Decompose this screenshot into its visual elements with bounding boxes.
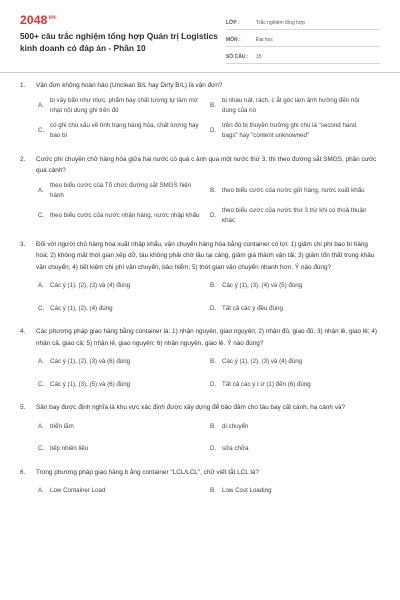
answer-option[interactable]: [38, 181, 210, 202]
question-number: 4.: [20, 328, 26, 335]
option-letter: C.: [38, 211, 45, 219]
meta-value: 15: [256, 54, 262, 60]
meta-label: SỐ CÂU :: [226, 54, 249, 60]
option-text: Các ý (1), (3), (4) và (5) đúng: [222, 282, 303, 289]
answer-option[interactable]: [210, 304, 382, 315]
answer-option[interactable]: [38, 357, 210, 368]
option-letter: C.: [38, 445, 45, 452]
page-header: [0, 0, 400, 70]
option-letter: B.: [210, 358, 216, 365]
option-letter: C.: [38, 304, 45, 312]
answer-option[interactable]: [210, 357, 382, 368]
option-text: sửa chữa: [222, 445, 249, 452]
answer-option[interactable]: [210, 96, 382, 117]
meta-row-class: [226, 13, 380, 30]
option-text: Low Container Load: [50, 487, 106, 494]
answer-option[interactable]: [210, 281, 382, 292]
answer-options: [20, 281, 380, 314]
question-number: 1.: [20, 82, 26, 89]
answer-option[interactable]: [210, 121, 382, 142]
answer-option[interactable]: [210, 181, 382, 202]
answer-option[interactable]: [38, 422, 210, 433]
option-letter: A.: [38, 282, 44, 289]
answer-option[interactable]: [38, 121, 210, 142]
option-letter: A.: [38, 358, 44, 365]
question-text: Sân bay được định nghĩa là khu vực xác định được xây dựng để bảo đảm cho tàu bay cất cánh, hạ cánh và?: [36, 404, 346, 411]
answer-options: [20, 422, 380, 455]
option-text: tiếp nhiên liệu: [50, 445, 89, 452]
answer-option[interactable]: [210, 444, 382, 455]
meta-label: LỚP :: [226, 20, 240, 26]
option-letter: A.: [38, 487, 44, 494]
option-text: Tất cả các ý đều đúng: [222, 304, 283, 312]
answer-option[interactable]: [38, 486, 210, 497]
answer-option[interactable]: [38, 444, 210, 455]
option-text: Low Cost Loading: [222, 487, 272, 494]
answer-options: [20, 181, 380, 227]
option-letter: D.: [210, 126, 217, 134]
answer-option[interactable]: [210, 486, 382, 497]
option-letter: D.: [210, 445, 217, 452]
answer-option[interactable]: [38, 380, 210, 391]
option-text: bị nhàu nát, rách, c ắt góc làm ảnh hưởng đến nội dung của nó: [222, 96, 360, 114]
question-text: Đối với người chủ hàng hóa xuất nhập khẩu, vận chuyển hàng hóa bằng container có lợi: 1) giảm chi phí bao bì hàng hoá; 2) không mất thời gian xếp dỡ, tàu không phải chờ lâu tại cảng, giảm giá thành vận tải; 3) giảm tổn thất trong khâu vận chuyển; 4) tiết kiệm chi phí vận chuyển, bảo hiểm; 5) thời gian vận chuyển nhanh hơn. Ý nào đúng?: [36, 240, 375, 271]
option-text: Tất cả các ý t ừ (1) đến (6) đúng: [222, 380, 311, 388]
logo-suffix: vn: [48, 15, 56, 21]
option-text: theo biểu cước của nước thứ 3 trừ khi có thoả thuận khác: [222, 206, 367, 224]
option-letter: B.: [210, 487, 216, 494]
question-item: [20, 80, 380, 142]
logo-text: 2048: [20, 13, 48, 27]
question-text: Cước phí chuyên chở hàng hóa giữa hai nước có quá c ảnh qua một nước thứ 3, thì theo đường sắt SMGS, phần cước quá cảnh?: [36, 155, 377, 174]
question-number: 3.: [20, 240, 26, 248]
option-text: có ghi chú xấu về tình trạng hàng hóa, chất lượng hay bao bì: [50, 121, 199, 139]
document-title: 500+ câu trắc nghiệm tổng hợp Quản trị Logistics kinh doanh có đáp án - Phần 10: [20, 31, 218, 53]
answer-option[interactable]: [38, 304, 210, 315]
option-letter: D.: [210, 211, 217, 219]
option-text: theo biểu cước của nước nhận hàng, nước nhập khẩu: [50, 211, 200, 219]
option-text: Các ý (1), (2), (4) đúng: [50, 304, 113, 312]
header-divider: [0, 72, 400, 73]
meta-value: Đại học: [256, 37, 273, 43]
option-letter: D.: [210, 304, 217, 312]
question-item: [20, 154, 380, 227]
question-item: [20, 326, 380, 390]
option-letter: B.: [210, 282, 216, 289]
meta-value: Trắc nghiệm tổng hợp: [256, 20, 305, 26]
option-letter: C.: [38, 126, 45, 134]
answer-options: [20, 486, 380, 497]
option-text: di chuyển: [222, 422, 249, 430]
question-item: [20, 467, 380, 497]
question-number: 2.: [20, 155, 26, 163]
question-item: [20, 402, 380, 455]
option-text: Các ý (1), (2), (3) và (4) đúng: [222, 358, 303, 365]
answer-option[interactable]: [38, 96, 210, 117]
question-list: [20, 80, 380, 509]
document-meta: [226, 13, 380, 64]
option-letter: B.: [210, 101, 216, 109]
option-text: theo biểu cước của nước gửi hàng, nước xuất khẩu: [222, 186, 365, 194]
question-number: 6.: [20, 468, 26, 476]
option-text: bị vấy bẩn như mực, phẩm hay chất tương tự làm mờ nhạt nội dung ghi trên đó: [50, 96, 198, 114]
meta-label: MÔN :: [226, 37, 241, 43]
option-letter: A.: [38, 101, 44, 109]
option-letter: B.: [210, 422, 216, 430]
site-logo[interactable]: [20, 13, 56, 27]
answer-option[interactable]: [210, 206, 382, 227]
meta-row-question-count: [226, 47, 380, 64]
option-text: trên đó bị thuyền trưởng ghi chú là "second hand bags" hay "content unknowned": [222, 121, 357, 139]
question-text: Các phương pháp giao hàng bằng container là: 1) nhận nguyên, giao nguyên; 2) nhận đủ, giao đủ; 3) nhận lẻ, giao lẻ; 4) nhận cả, giao cả; 5) nhận lẻ, giao nguyên; 6) nhận nguyên, giao lẻ. Ý nào đúng?: [36, 328, 378, 347]
option-text: Các ý (1), (3), (5) và (6) đúng: [50, 380, 131, 388]
option-text: Các ý (1), (2), (3) và (6) đúng: [50, 358, 131, 365]
answer-options: [20, 96, 380, 142]
option-text: Các ý (1), (2), (3) và (4) đúng: [50, 282, 131, 289]
meta-row-subject: [226, 30, 380, 47]
answer-option[interactable]: [210, 422, 382, 433]
question-item: [20, 239, 380, 315]
question-text: Vận đơn không hoàn hảo (Unclean B/L hay Dirty B/L) là vận đơn?: [36, 82, 223, 89]
answer-options: [20, 357, 380, 390]
option-text: theo biểu cước của Tổ chức đường sắt SMGS hiện hành: [50, 181, 192, 199]
answer-option[interactable]: [38, 206, 210, 227]
option-letter: D.: [210, 380, 217, 388]
option-letter: A.: [38, 186, 44, 194]
option-letter: B.: [210, 186, 216, 194]
option-text: triển lãm: [50, 422, 74, 430]
option-letter: A.: [38, 422, 44, 430]
option-letter: C.: [38, 380, 45, 388]
question-number: 5.: [20, 404, 26, 411]
answer-option[interactable]: [38, 281, 210, 292]
answer-option[interactable]: [210, 380, 382, 391]
question-text: Trong phương pháp giao hàng b ằng container "LCL/LCL", chữ viết tắt LCL là?: [36, 468, 259, 476]
